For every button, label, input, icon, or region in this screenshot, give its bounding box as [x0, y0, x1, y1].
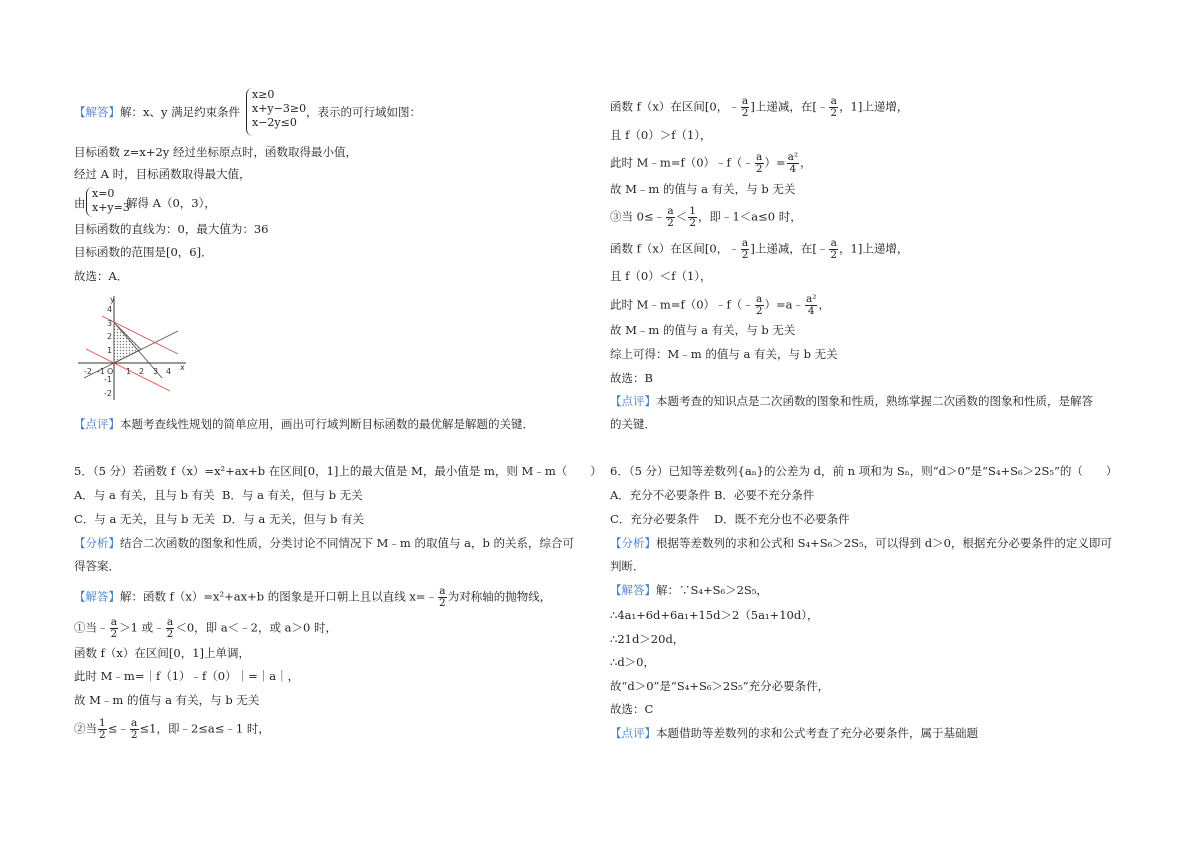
case2-b: ≤﹣	[107, 721, 129, 736]
r5-b: ＜	[675, 209, 688, 224]
case1-a: ①当﹣	[74, 620, 109, 635]
comment-text: 本题借助等差数列的求和公式考查了充分必要条件，属于基础题	[656, 726, 978, 740]
r6-c: ，1]上递增，	[839, 241, 909, 256]
q6-solution-5: 故“d＞0”是“S₄+S₆＞2S₅”充分必要条件，	[610, 679, 830, 693]
q5-case-1-line-2: 函数 f（x）在区间[0，1]上单调，	[74, 646, 251, 660]
q6-solution-4: ∴d＞0，	[610, 655, 655, 669]
r1-c: ，1]上递增，	[839, 99, 909, 114]
right-line-3	[610, 152, 812, 175]
tick-y-1: 1	[107, 346, 113, 355]
r3-b: ）=	[764, 155, 786, 170]
frac-a-over-2: $\frac{a}{2}$	[439, 585, 446, 609]
question-5: 5．（5 分）若函数 f（x）=x²+ax+b 在区间[0，1]上的最大值是 M，最小值是 m，则 M﹣m（ ）	[74, 464, 602, 478]
right-line-4: 故 M﹣m 的值与 a 有关，与 b 无关	[610, 182, 796, 196]
frac-a2-over-4: $\frac{\text{a²}}{4}$	[787, 151, 799, 175]
r3-a: 此时 M﹣m=f（0）﹣f（﹣	[610, 155, 754, 170]
q6-solution-1	[610, 582, 768, 598]
r5-c: ，即﹣1＜a≤0 时，	[697, 209, 802, 224]
solution-tag: 【解答】	[74, 589, 120, 604]
q6-comment	[610, 725, 978, 741]
origin-label: O	[107, 367, 114, 376]
q5-option-a: A．与 a 有关，且与 b 有关	[74, 488, 215, 502]
analysis-tag: 【分析】	[610, 536, 656, 550]
analysis-text: 根据等差数列的求和公式和 S₄+S₆＞2S₅，可以得到 d＞0，根据充分必要条件的定义即可	[656, 536, 1112, 550]
q5-case-1	[74, 617, 337, 640]
q5-case-1-line-3: 此时 M﹣m=｜f（1）﹣f（0）｜=｜a｜，	[74, 669, 300, 683]
frac-a-over-2: $\frac{a}{2}$	[830, 237, 838, 261]
solution-text-tail: 为对称轴的抛物线，	[447, 589, 552, 604]
tick-x-neg1: -1	[97, 367, 105, 376]
right-line-11: 故选：B	[610, 371, 653, 385]
answer-line-3: 经过 A 时，目标函数取得最大值，	[74, 167, 251, 181]
answer-text: 解：x、y 满足约束条件	[120, 105, 241, 119]
q5-option-d: D．与 a 无关，但与 b 有关	[222, 512, 365, 526]
frac-a-over-2: $\frac{a}{2}$	[755, 293, 763, 317]
tick-x-1: 1	[126, 367, 132, 376]
r8-a: 此时 M﹣m=f（0）﹣f（﹣	[610, 297, 754, 312]
r6-b: ]上递减，在[﹣	[750, 241, 829, 256]
right-line-6	[610, 238, 908, 261]
frac-a-over-2: $\frac{a}{2}$	[667, 205, 674, 229]
answer-line-7: 故选：A．	[74, 269, 129, 283]
case2-a: ②当	[74, 721, 97, 736]
r1-b: ]上递减，在[﹣	[750, 99, 829, 114]
q5-option-c: C．与 a 无关，且与 b 无关	[74, 512, 216, 526]
tick-x-3: 3	[153, 367, 159, 376]
solve-eq-1: x=0	[92, 187, 115, 200]
q6-solution-3: ∴21d＞20d，	[610, 632, 685, 646]
analysis-tag: 【分析】	[74, 536, 120, 550]
r8-c: ，	[818, 297, 830, 312]
r5-a: ③当 0≤﹣	[610, 209, 666, 224]
case1-b: ＞1 或﹣	[119, 620, 165, 635]
right-comment-2: 的关键．	[610, 417, 656, 431]
q6-option-a: A．充分不必要条件	[610, 488, 711, 502]
r6-a: 函数 f（x）在区间[0，﹣	[610, 241, 740, 256]
answer-line-1	[74, 104, 240, 120]
r8-b: ）=a﹣	[764, 297, 804, 312]
tick-y-2: 2	[107, 332, 113, 341]
q6-options-cd	[610, 511, 850, 527]
comment-tag: 【点评】	[610, 394, 656, 408]
frac-a-over-2: $\frac{a}{2}$	[166, 616, 174, 640]
comment-tag: 【点评】	[610, 726, 656, 740]
solution-text: 解：∵S₄+S₆＞2S₅，	[656, 583, 768, 597]
x-axis-label: x	[180, 363, 185, 372]
answer-line-2: 目标函数 z=x+2y 经过坐标原点时，函数取得最小值，	[74, 145, 357, 159]
r1-a: 函数 f（x）在区间[0，﹣	[610, 99, 740, 114]
tick-x-neg2: -2	[84, 367, 92, 376]
answer-line-5: 目标函数的直线为：0，最大值为：36	[74, 222, 269, 236]
q5-solution-1	[74, 586, 551, 609]
r3-c: ，	[800, 155, 812, 170]
tick-x-4: 4	[166, 367, 172, 376]
q5-option-b: B．与 a 有关，但与 b 无关	[221, 488, 363, 502]
question-6: 6．（5 分）已知等差数列{aₙ}的公差为 d，前 n 项和为 Sₙ，则“d＞0”是“S₄+S₆＞2S₅”的（ ）	[610, 464, 1118, 478]
right-line-1	[610, 96, 908, 119]
tick-y-3: 3	[107, 319, 113, 328]
solve-eq-2: x+y=3	[92, 201, 130, 214]
right-line-8	[610, 294, 830, 317]
comment-text: 本题考查线性规划的简单应用，画出可行域判断目标函数的最优解是解题的关键．	[120, 417, 534, 431]
q6-analysis-2: 判断．	[610, 559, 645, 573]
analysis-text: 结合二次函数的图象和性质，分类讨论不同情况下 M﹣m 的取值与 a，b 的关系，综合可	[120, 536, 575, 550]
feasible-region-graph	[74, 292, 194, 404]
q6-solution-6: 故选：C	[610, 702, 654, 716]
tick-y-neg1: -1	[104, 375, 112, 384]
comment-tag: 【点评】	[74, 417, 120, 431]
q5-case-1-line-4: 故 M﹣m 的值与 a 有关，与 b 无关	[74, 693, 260, 707]
solve-system	[92, 187, 130, 215]
frac-1-over-2: $\frac{1}{2}$	[689, 205, 696, 229]
q6-solution-2: ∴4a₁+6d+6a₁+15d＞2（5a₁+10d），	[610, 608, 819, 622]
q5-options-ab	[74, 487, 363, 503]
right-line-10: 综上可得：M﹣m 的值与 a 有关，与 b 无关	[610, 347, 838, 361]
q6-options-ab	[610, 487, 814, 503]
q6-analysis-1	[610, 535, 1112, 551]
case2-c: ≤1，即﹣2≤a≤﹣1 时，	[139, 721, 270, 736]
answer-tag: 【解答】	[74, 105, 120, 119]
right-comment-1	[610, 393, 1093, 409]
case1-c: ＜0，即 a＜﹣2，或 a＞0 时，	[175, 620, 337, 635]
q5-options-cd	[74, 511, 364, 527]
tick-y-neg2: -2	[104, 389, 112, 398]
comment-line-1	[74, 416, 534, 432]
frac-a-over-2: $\frac{a}{2}$	[130, 717, 138, 741]
constraint-3: x−2y≤0	[252, 116, 297, 129]
frac-a-over-2: $\frac{a}{2}$	[741, 237, 749, 261]
frac-1-over-2: $\frac{1}{2}$	[99, 717, 106, 741]
q6-option-c: C．充分必要条件	[610, 512, 700, 526]
right-line-9: 故 M﹣m 的值与 a 有关，与 b 无关	[610, 323, 796, 337]
frac-a-over-2: $\frac{a}{2}$	[741, 95, 749, 119]
frac-a-over-2: $\frac{a}{2}$	[110, 616, 118, 640]
frac-a-over-2: $\frac{a}{2}$	[755, 151, 763, 175]
answer-line-4: 解得 A（0，3），	[126, 196, 216, 210]
tick-y-4: 4	[107, 305, 113, 314]
frac-a-over-2: $\frac{a}{2}$	[830, 95, 838, 119]
tick-x-2: 2	[139, 367, 145, 376]
constraint-2: x+y−3≥0	[252, 102, 307, 115]
right-line-5	[610, 206, 802, 229]
q5-case-2	[74, 718, 270, 741]
solution-tag: 【解答】	[610, 583, 656, 597]
solution-text: 解：函数 f（x）=x²+ax+b 的图象是开口朝上且以直线 x=﹣	[120, 589, 438, 604]
q6-option-d: D．既不充分也不必要条件	[713, 512, 850, 526]
y-axis-label: y	[110, 295, 115, 304]
right-line-7: 且 f（0）＜f（1），	[610, 269, 712, 283]
constraint-system	[252, 88, 306, 130]
frac-a2-over-4: $\frac{\text{a²}}{4}$	[806, 293, 817, 317]
q6-option-b: B．必要不充分条件	[713, 488, 815, 502]
q5-analysis-1	[74, 535, 574, 551]
q5-analysis-2: 得答案．	[74, 559, 120, 573]
answer-line-4-prefix: 由	[74, 196, 86, 210]
comment-text: 本题考查的知识点是二次函数的图象和性质，熟练掌握二次函数的图象和性质，是解答	[656, 394, 1093, 408]
answer-line-6: 目标函数的范围是[0，6]．	[74, 245, 213, 259]
right-line-2: 且 f（0）＞f（1），	[610, 128, 712, 142]
constraint-1: x≥0	[252, 88, 275, 101]
answer-line-1-tail: ，表示的可行域如图：	[306, 105, 421, 119]
